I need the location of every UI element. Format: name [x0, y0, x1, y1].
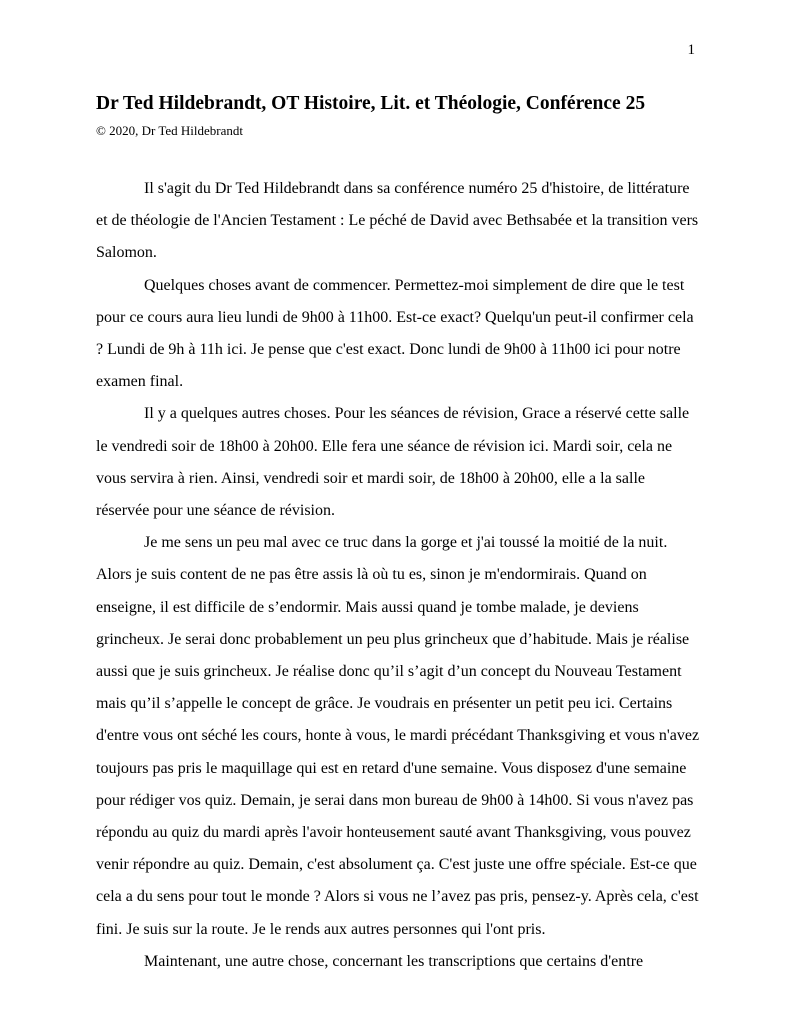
document-title: Dr Ted Hildebrandt, OT Histoire, Lit. et Théologie, Conférence 25: [96, 93, 646, 114]
paragraph: Il y a quelques autres choses. Pour les séances de révision, Grace a réservé cette salle le vendredi soir de 18h00 à 20h00. Elle fera une séance de révision ici. Mardi soir, cela ne vous servira à rien. Ainsi, vendredi soir et mardi soir, de 18h00 à 20h00, elle a la salle réservée pour une séance de révision.: [96, 405, 690, 520]
document-body: [96, 173, 700, 978]
page-number: 1: [687, 42, 695, 58]
paragraph: Quelques choses avant de commencer. Permettez-moi simplement de dire que le test pour ce cours aura lieu lundi de 9h00 à 11h00. Est-ce exact? Quelqu'un peut-il confirmer cela ? Lundi de 9h à 11h ici. Je pense que c'est exact. Donc lundi de 9h00 à 11h00 ici pour notre examen final.: [96, 276, 694, 391]
paragraph: Je me sens un peu mal avec ce truc dans la gorge et j'ai toussé la moitié de la nuit. Alors je suis content de ne pas être assis là où tu es, sinon je m'endormirais. Quand on enseigne, il est difficile de s’endormir. Mais aussi quand je tombe malade, je deviens grincheux. Je serai donc probablement un peu plus grincheux que d’habitude. Mais je réalise aussi que je suis grincheux. Je réalise donc qu’il s’agit d’un concept du Nouveau Testament mais qu’il s’appelle le concept de grâce. Je voudrais en présenter un petit peu ici. Certains d'entre vous ont séché les cours, honte à vous, le mardi précédant Thanksgiving et vous n'avez toujours pas pris le maquillage qui est en retard d'une semaine. Vous disposez d'une semaine pour rédiger vos quiz. Demain, je serai dans mon bureau de 9h00 à 14h00. Si vous n'avez pas répondu au quiz du mardi après l'avoir honteusement sauté avant Thanksgiving, vous pouvez venir répondre au quiz. Demain, c'est absolument ça. C'est juste une offre spéciale. Est-ce que cela a du sens pour tout le monde ? Alors si vous ne l’avez pas pris, pensez-y. Après cela, c'est fini. Je suis sur la route. Je le rends aux autres personnes qui l'ont pris.: [96, 534, 700, 938]
copyright-line: © 2020, Dr Ted Hildebrandt: [96, 123, 244, 138]
paragraph: Maintenant, une autre chose, concernant les transcriptions que certains d'entre: [144, 952, 644, 970]
paragraph: Il s'agit du Dr Ted Hildebrandt dans sa conférence numéro 25 d'histoire, de littérature et de théologie de l'Ancien Testament : Le péché de David avec Bethsabée et la transition vers Salomon.: [96, 180, 699, 262]
